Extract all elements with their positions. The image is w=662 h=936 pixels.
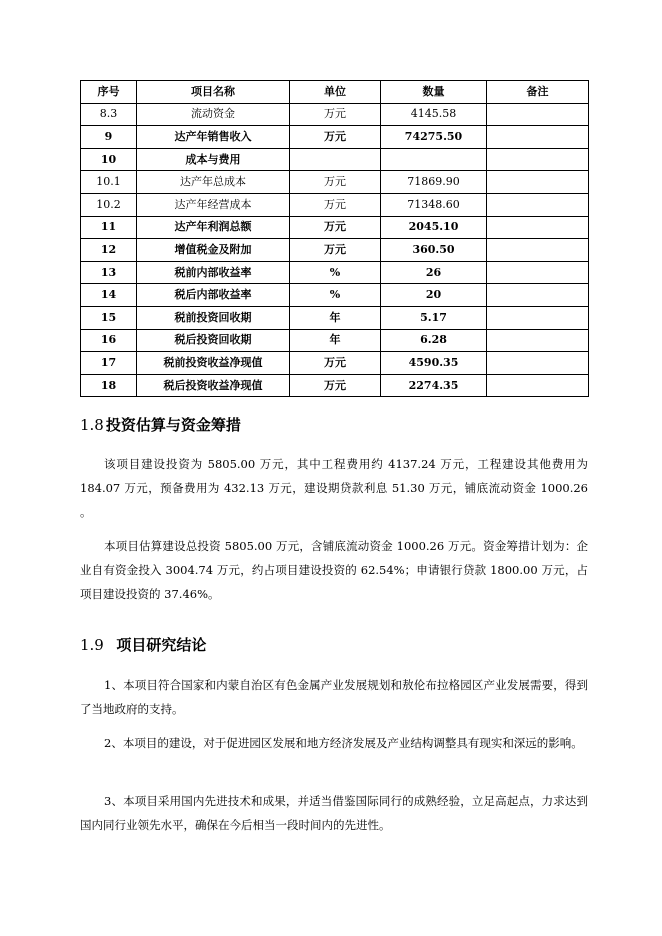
table-cell-unit: 万元 [290, 216, 381, 239]
table-row [81, 261, 589, 284]
table-row [81, 306, 589, 329]
table-cell-name: 税后投资收益净现值 [137, 374, 290, 397]
table-cell-name: 达产年经营成本 [137, 193, 290, 216]
table-cell-qty: 4145.58 [381, 103, 487, 126]
table-cell-note [487, 126, 589, 149]
table-cell-unit: 万元 [290, 103, 381, 126]
table-cell-unit: 年 [290, 329, 381, 352]
table-cell-note [487, 374, 589, 397]
table-cell-note [487, 171, 589, 194]
paragraph: 1、本项目符合国家和内蒙自治区有色金属产业发展规划和敖伦布拉格园区产业发展需要，得到了当地政府的支持。 [80, 678, 588, 716]
table-cell-no: 15 [81, 306, 137, 329]
table-cell-no: 17 [81, 352, 137, 375]
table-cell-name: 税前投资收益净现值 [137, 352, 290, 375]
table-cell-unit: % [290, 261, 381, 284]
table-cell-unit: 万元 [290, 126, 381, 149]
table-row [81, 216, 589, 239]
table-cell-qty: 71348.60 [381, 193, 487, 216]
paragraph: 3、本项目采用国内先进技术和成果，并适当借鉴国际同行的成熟经验，立足高起点，力求达到国内同行业领先水平，确保在今后相当一段时间内的先进性。 [80, 794, 588, 832]
table-cell-qty: 71869.90 [381, 171, 487, 194]
table-cell-no: 10 [81, 148, 137, 171]
table-cell-unit: 年 [290, 306, 381, 329]
table-row [81, 352, 589, 375]
table-cell-note [487, 306, 589, 329]
table-cell-unit: 万元 [290, 193, 381, 216]
section-heading-1-8 [80, 414, 241, 435]
table-cell-no: 10.2 [81, 193, 137, 216]
table-header-row [81, 81, 589, 104]
table-cell-qty: 6.28 [381, 329, 487, 352]
table-cell-name: 税前内部收益率 [137, 261, 290, 284]
table-cell-unit [290, 148, 381, 171]
table-row [81, 171, 589, 194]
table-row [81, 374, 589, 397]
section-number: 1.9 [80, 636, 104, 654]
table-cell-no: 10.1 [81, 171, 137, 194]
table-cell-note [487, 216, 589, 239]
table-cell-name: 达产年利润总额 [137, 216, 290, 239]
table-row [81, 193, 589, 216]
table-cell-name: 增值税金及附加 [137, 239, 290, 262]
table-cell-unit: % [290, 284, 381, 307]
table-cell-no: 11 [81, 216, 137, 239]
table-cell-note [487, 352, 589, 375]
table-cell-no: 9 [81, 126, 137, 149]
table-cell-name: 税后内部收益率 [137, 284, 290, 307]
table-cell-note [487, 148, 589, 171]
table-row [81, 148, 589, 171]
table-cell-note [487, 239, 589, 262]
table-cell-unit: 万元 [290, 352, 381, 375]
table-cell-unit: 万元 [290, 171, 381, 194]
table-row [81, 239, 589, 262]
table-row [81, 126, 589, 149]
table-cell-no: 16 [81, 329, 137, 352]
header-qty: 数量 [381, 81, 487, 104]
table-cell-note [487, 284, 589, 307]
table-cell-no: 13 [81, 261, 137, 284]
table-cell-qty: 26 [381, 261, 487, 284]
table-cell-qty: 74275.50 [381, 126, 487, 149]
table-cell-qty: 360.50 [381, 239, 487, 262]
table-cell-name: 达产年销售收入 [137, 126, 290, 149]
table-row [81, 329, 589, 352]
table-row [81, 103, 589, 126]
paragraph: 2、本项目的建设，对于促进园区发展和地方经济发展及产业结构调整具有现实和深远的影响。 [104, 736, 583, 750]
table-cell-no: 8.3 [81, 103, 137, 126]
section-heading-1-9 [80, 634, 206, 655]
header-unit: 单位 [290, 81, 381, 104]
table-cell-name: 流动资金 [137, 103, 290, 126]
header-no: 序号 [81, 81, 137, 104]
table-cell-note [487, 329, 589, 352]
table-cell-name: 成本与费用 [137, 148, 290, 171]
section-title: 项目研究结论 [116, 636, 207, 654]
section-number: 1.8 [80, 416, 104, 434]
header-name: 项目名称 [137, 81, 290, 104]
indicator-table [80, 80, 589, 397]
table-cell-qty: 5.17 [381, 306, 487, 329]
section-title: 投资估算与资金筹措 [105, 416, 241, 434]
table-cell-name: 税前投资回收期 [137, 306, 290, 329]
table-cell-qty [381, 148, 487, 171]
table-cell-qty: 2274.35 [381, 374, 487, 397]
table-cell-qty: 4590.35 [381, 352, 487, 375]
table-cell-note [487, 103, 589, 126]
table-body [81, 103, 589, 397]
table-cell-name: 税后投资回收期 [137, 329, 290, 352]
table-cell-qty: 20 [381, 284, 487, 307]
table-cell-name: 达产年总成本 [137, 171, 290, 194]
table-cell-no: 14 [81, 284, 137, 307]
paragraph: 本项目估算建设总投资 5805.00 万元，含铺底流动资金 1000.26 万元。资金筹措计划为：企业自有资金投入 3004.74 万元，约占项目建设投资的 62.54%；申请银行贷款 1800.00 万元，占项目建设投资的 37.46%。 [80, 539, 588, 601]
table-cell-note [487, 261, 589, 284]
table-row [81, 284, 589, 307]
table-cell-unit: 万元 [290, 239, 381, 262]
paragraph: 该项目建设投资为 5805.00 万元，其中工程费用约 4137.24 万元，工程建设其他费用为 184.07 万元，预备费用为 432.13 万元，建设期贷款利息 51.30 万元，铺底流动资金 1000.26 。 [80, 457, 588, 519]
table-cell-no: 18 [81, 374, 137, 397]
header-note: 备注 [487, 81, 589, 104]
table-cell-qty: 2045.10 [381, 216, 487, 239]
table-cell-no: 12 [81, 239, 137, 262]
table-cell-note [487, 193, 589, 216]
table-cell-unit: 万元 [290, 374, 381, 397]
